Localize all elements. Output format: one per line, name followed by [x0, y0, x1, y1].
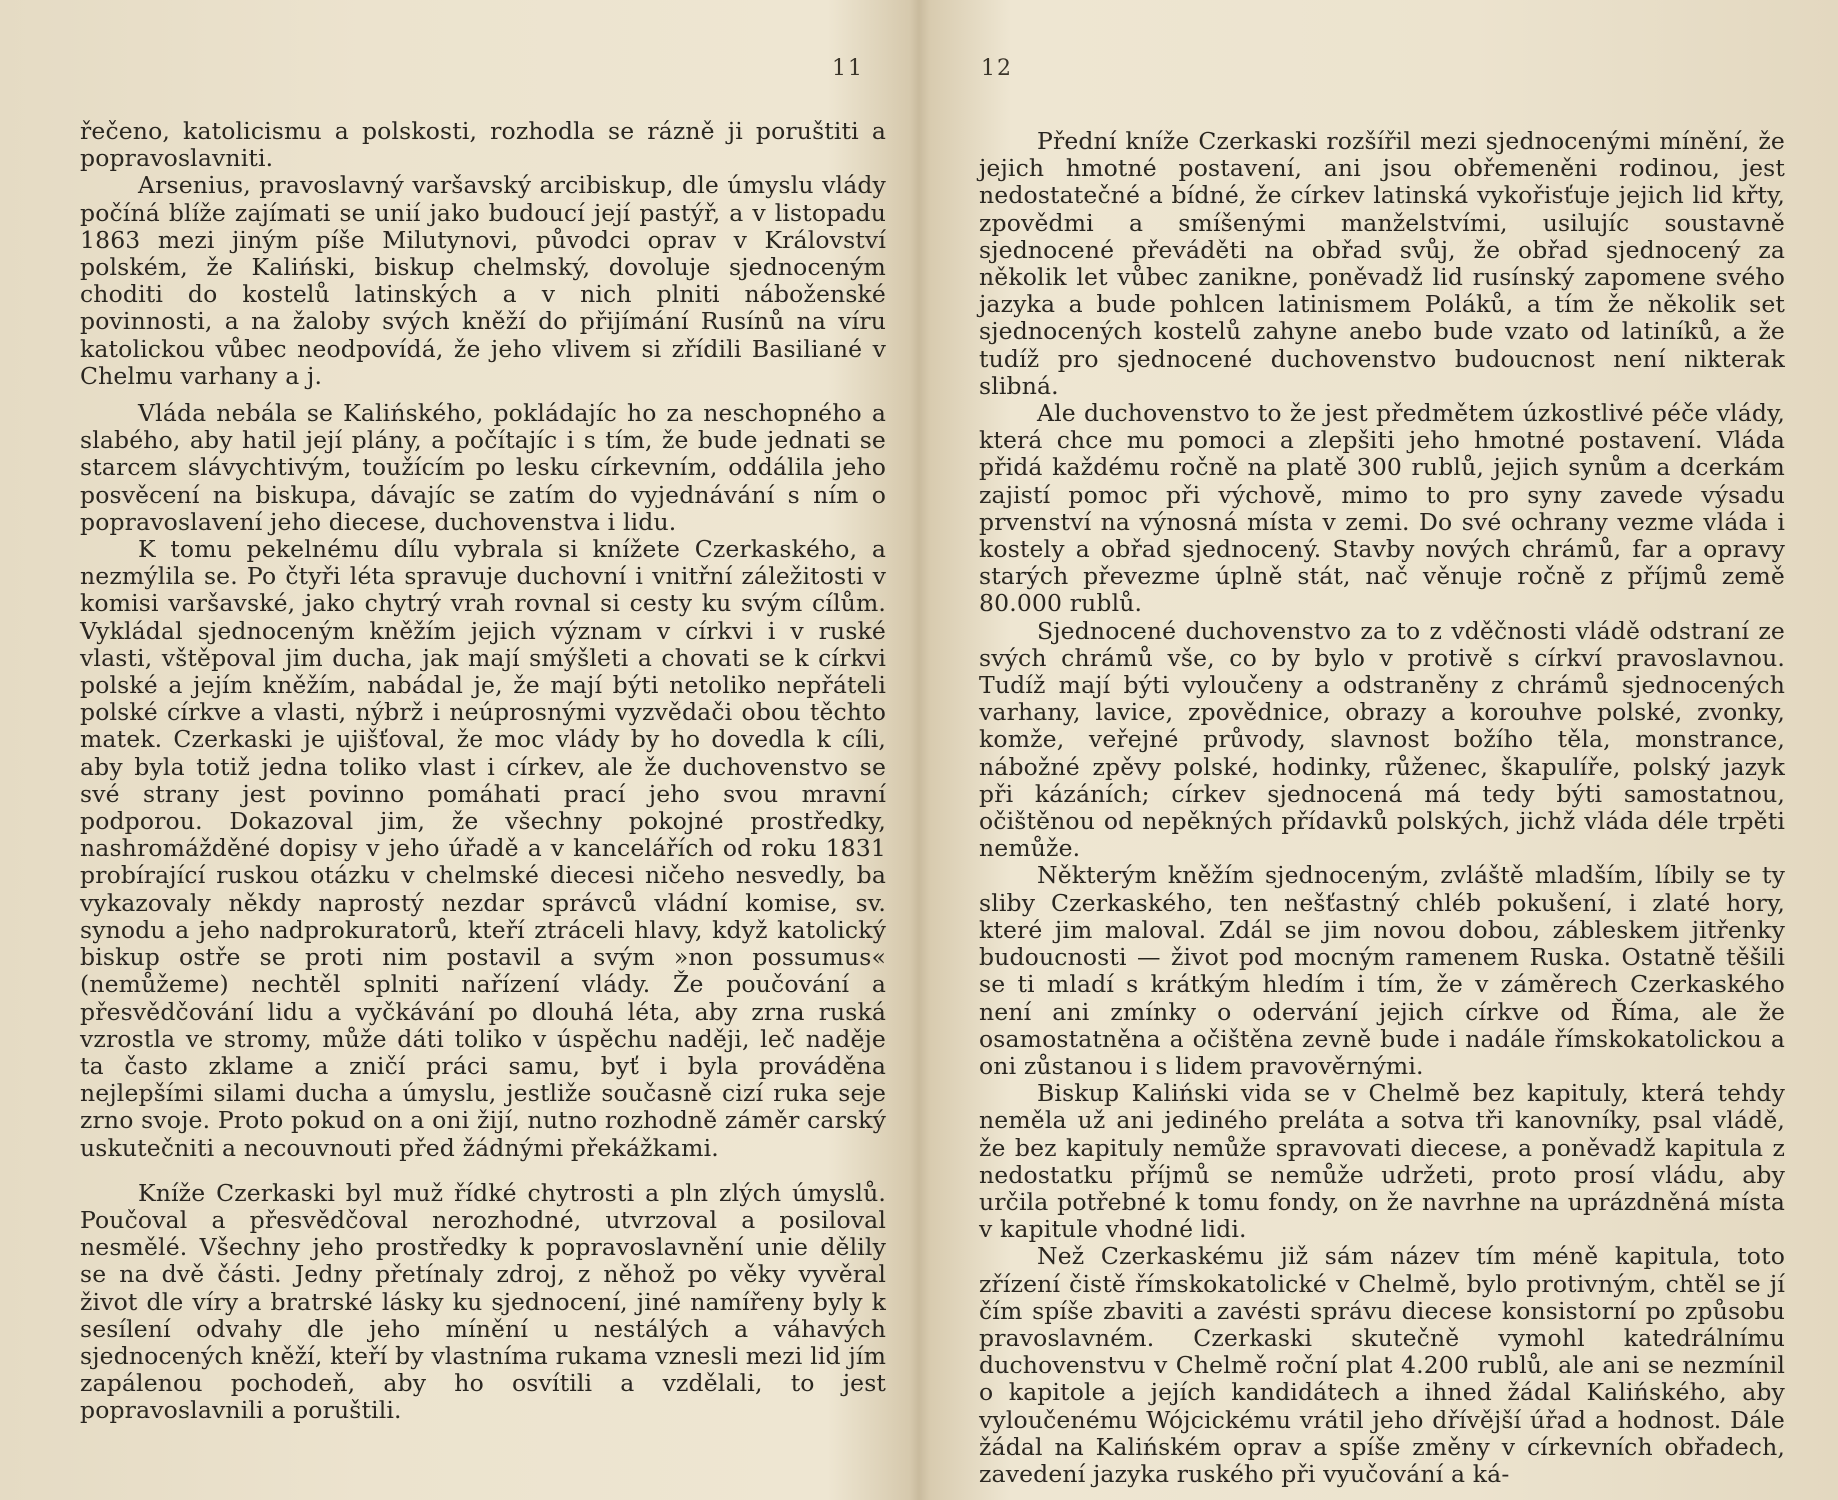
paragraph: K tomu pekelnému dílu vybrala si knížete Czerkaského, a nezmýlila se. Po čtyři léta spravuje duchovní i vnitřní záležitosti v komisi varšavské, jako chytrý vrah rovnal si cesty ku svým cílům. Vykládal sjednoceným kněžím jejich význam v církvi i v ruské vlasti, vštěpoval jim ducha, jak mají smýšleti a chovati se k církvi polské a jejím kněžím, nabádal je, že mají býti netoliko nepřáteli polské církve a vlasti, nýbrž i neúprosnými vyzvědači obou těchto matek. Czerkaski je ujišťoval, že moc vlády by ho dovedla k cíli, aby byla totiž jedna toliko vlast i církev, ale že duchovenstvo se své strany jest povinno pomáhati prací jeho svou mravní podporou. Dokazoval jim, že všechny pokojné prostředky, nashromážděné dopisy v jeho úřadě a v kancelářích od roku 1831 probírající ruskou otázku v chelmské diecesi ničeho nesvedly, ba vykazovaly někdy naprostý nezdar správců vládní komise, sv. synodu a jeho nadprokuratorů, kteří ztráceli hlavy, když katolický biskup ostře se proti nim postavil a svým »non possumus« (nemůžeme) nechtěl splniti nařízení vlády. Že poučování a přesvědčování lidu a vyčkávání po dlouhá léta, aby zrna ruská vzrostla ve stromy, může dáti toliko v úspěchu naději, leč naděje ta často zklame a zničí práci samu, byť i byla prováděna nejlepšími silami ducha a úmyslu, jestliže současně cizí ruka seje zrno svoje. Proto pokud on a oni žijí, nutno rozhodně záměr carský uskutečniti a necouvnouti před žádnými překážkami.: [80, 535, 886, 1162]
paragraph: Kníže Czerkaski byl muž řídké chytrosti a pln zlých úmyslů. Poučoval a přesvědčoval nerozhodné, utvrzoval a posiloval nesmělé. Všechny jeho prostředky k popravoslavnění unie dělily se na dvě části. Jedny přetínaly zdroj, z něhož po věky vyvěral život dle víry a bratrské lásky ku sjednocení, jiné namířeny byly k sesílení odvahy dle jeho mínění u nestálých a váhavých sjednocených kněží, kteří by vlastníma rukama vznesli mezi lid jím zapálenou pochodeň, aby ho osvítili a vzdělali, to jest popravoslavnili a poruštili.: [80, 1178, 886, 1425]
page-number: 11: [832, 56, 864, 81]
paragraph: Sjednocené duchovenstvo za to z vděčnosti vládě odstraní ze svých chrámů vše, co by bylo v protivě s církví pravoslavnou. Tudíž mají býti vyloučeny a odstraněny z chrámů sjednocených varhany, lavice, zpovědnice, obrazy a korouhve polské, zvonky, komže, veřejné průvody, slavnost božího těla, monstrance, nábožné zpěvy polské, hodinky, růženec, škapulíře, polský jazyk při kázáních; církev sjednocená má tedy býti samostatnou, očištěnou od nepěkných přídavků polských, jichž vláda déle trpěti nemůže.: [979, 616, 1785, 863]
paragraph: Přední kníže Czerkaski rozšířil mezi sjednocenými mínění, že jejich hmotné postavení, ani jsou obřemeněni rodinou, jest nedostatečné a bídné, že církev latinská vykořisťuje jejich lid křty, zpovědmi a smíšenými manželstvími, usilujíc soustavně sjednocené převáděti na obřad svůj, že obřad sjednocený za několik let vůbec zanikne, poněvadž lid rusínský zapomene svého jazyka a bude pohlcen latinismem Poláků, a tím že několik set sjednocených kostelů zahyne anebo bude vzato od latiníků, a že tudíž pro sjednocené duchovenstvo budoucnost není nikterak slibná.: [979, 127, 1785, 400]
paragraph: Arsenius, pravoslavný varšavský arcibiskup, dle úmyslu vlády počíná blíže zajímati se unií jako budoucí její pastýř, a v listopadu 1863 mezi jiným píše Milutynovi, původci oprav v Království polském, že Kaliński, biskup chelmský, dovoluje sjednoceným choditi do kostelů latinských a v nich plniti náboženské povinnosti, a na žaloby svých kněží do přijímání Rusínů na víru katolickou vůbec neodpovídá, že jeho vlivem si zřídili Basiliané v Chelmu varhany a j.: [80, 171, 886, 390]
paragraph: Biskup Kaliński vida se v Chelmě bez kapituly, která tehdy neměla už ani jediného preláta a sotva tři kanovníky, psal vládě, že bez kapituly nemůže spravovati diecese, a poněvadž kapitula z nedostatku příjmů se nemůže udržeti, proto prosí vládu, aby určila potřebné k tomu fondy, on že navrhne na uprázdněná místa v kapitule vhodné lidi.: [979, 1079, 1785, 1244]
paragraph: Některým kněžím sjednoceným, zvláště mladším, líbily se ty sliby Czerkaského, ten nešťastný chléb pokušení, i zlaté hory, které jim maloval. Zdál se jim novou dobou, zábleskem jitřenky budoucnosti — život pod mocným ramenem Ruska. Ostatně těšili se ti mladí s krátkým hledím i tím, že v záměrech Czerkaského není ani zmínky o odervání jejich církve od Říma, ale že osamostatněna a očištěna zevně bude i nadále římskokatolickou a oni zůstanou i s lidem pravověrnými.: [979, 861, 1785, 1080]
paragraph: řečeno, katolicismu a polskosti, rozhodla se rázně ji poruštiti a popravoslavniti.: [80, 117, 886, 173]
page-text: [80, 118, 886, 1425]
right-page: [919, 0, 1838, 1500]
paragraph: Vláda nebála se Kalińského, pokládajíc ho za neschopného a slabého, aby hatil její plány, a počítajíc i s tím, že bude jednati se starcem slávychtivým, toužícím po lesku církevním, oddálila jeho posvěcení na biskupa, dávajíc se zatím do vyjednávání s ním o popravoslavení jeho diecese, duchovenstva i lidu.: [80, 399, 886, 536]
page-number: 12: [981, 56, 1013, 81]
paragraph: Než Czerkaskému již sám název tím méně kapitula, toto zřízení čistě římskokatolické v Chelmě, bylo protivným, chtěl se jí čím spíše zbaviti a zavésti správu diecese konsistorní po způsobu pravoslavném. Czerkaski skutečně vymohl katedrálnímu duchovenstvu v Chelmě roční plat 4.200 rublů, ale ani se nezmínil o kapitole a jejích kandidátech a ihned žádal Kalińského, aby vyloučenému Wójcickému vrátil jeho dřívější úřad a hodnost. Dále žádal na Kalińském oprav a spíše změny v církevních obřadech, zavedení jazyka ruského při vyučování a ká-: [979, 1242, 1785, 1488]
page-text: [979, 128, 1785, 1488]
paragraph: Ale duchovenstvo to že jest předmětem úzkostlivé péče vlády, která chce mu pomoci a zlepšiti jeho hmotné postavení. Vláda přidá každému ročně na platě 300 rublů, jejich synům a dcerkám zajistí pomoc při výchově, mimo to pro syny zavede výsadu prvenství na výnosná místa v zemi. Do své ochrany vezme vláda i kostely a obřad sjednocený. Stavby nových chrámů, far a opravy starých převezme úplně stát, nač věnuje ročně z příjmů země 80.000 rublů.: [979, 399, 1785, 618]
